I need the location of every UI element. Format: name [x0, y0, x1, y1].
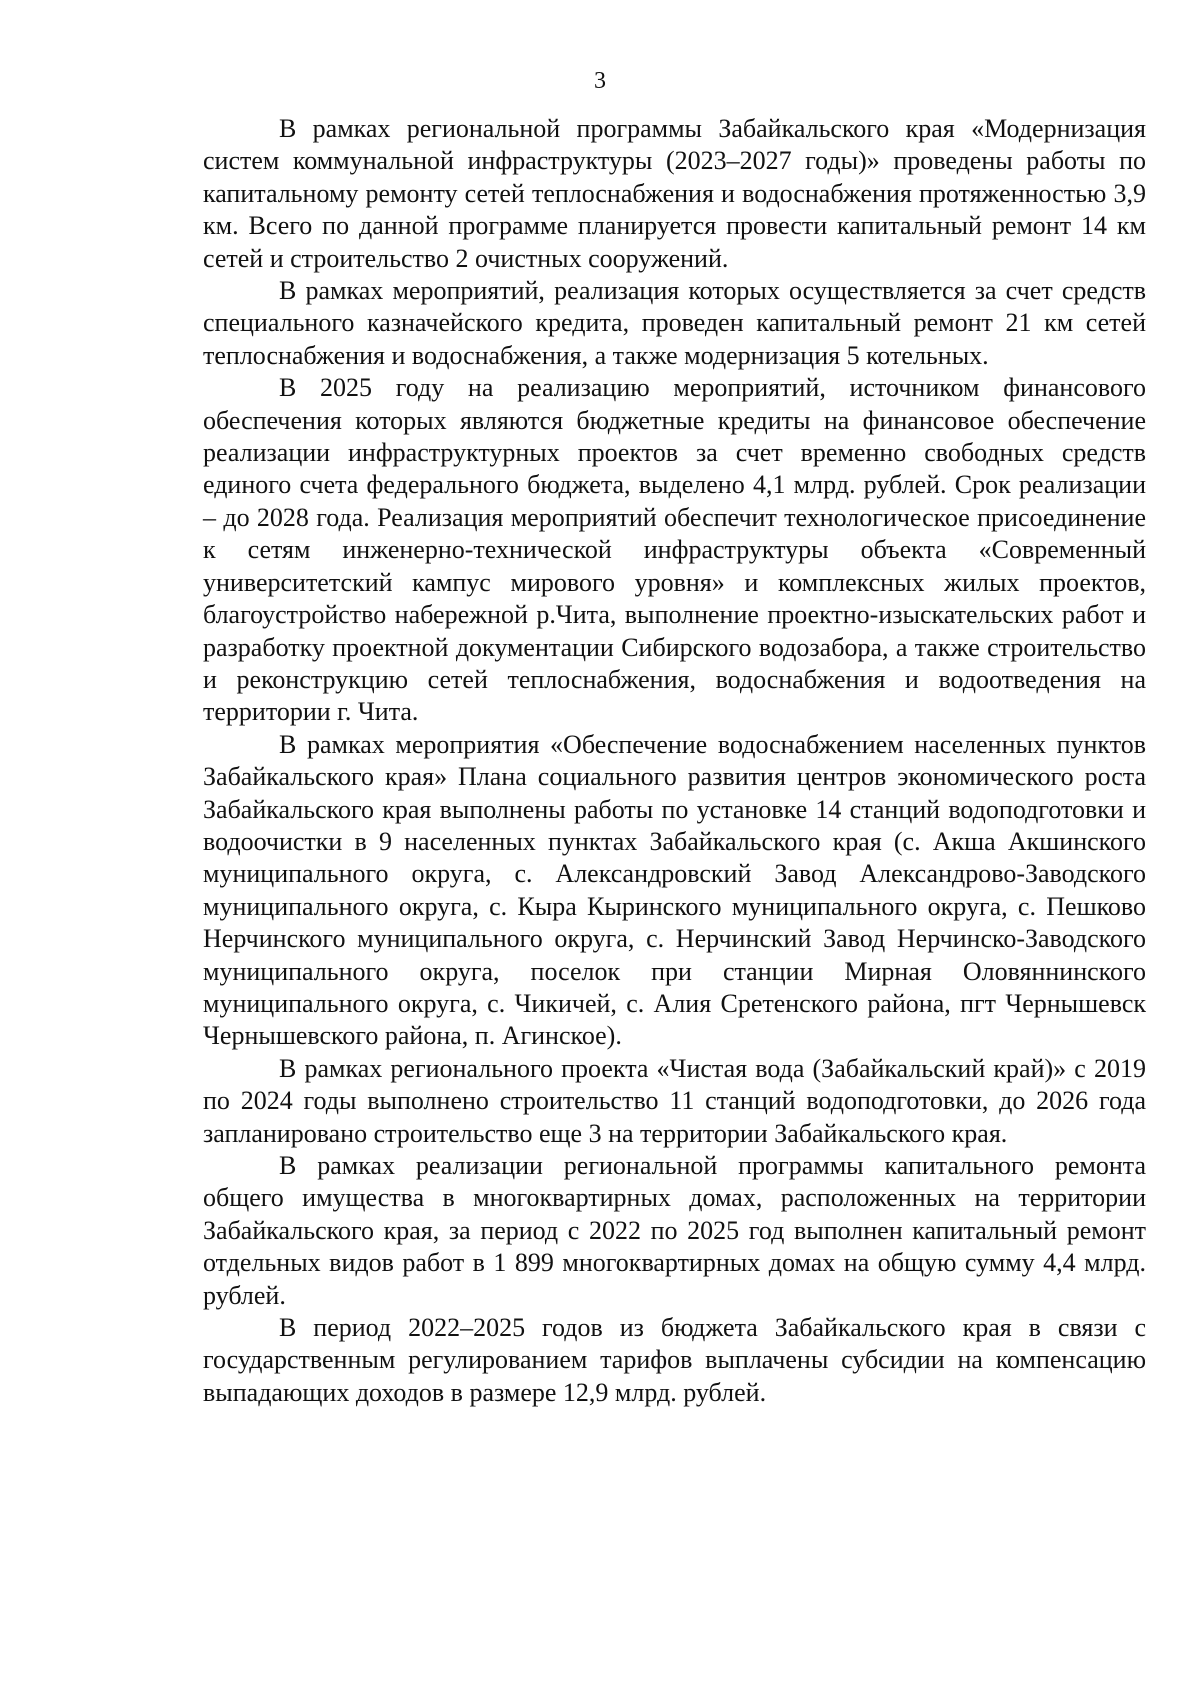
paragraph-clean-water-project: В рамках регионального проекта «Чистая вода (Забайкальский край)» с 2019 по 2024 годы выполнено строительство 11 станций водоподготовки, до 2026 года запланировано строительство еще 3 на территории Забайкальского края. [203, 1053, 1146, 1148]
page-number: 3 [594, 68, 606, 94]
paragraph-treasury-credit: В рамках мероприятий, реализация которых осуществляется за счет средств специального казначейского кредита, проведен капитальный ремонт 21 км сетей теплоснабжения и водоснабжения, а также модернизация 5 котельных. [203, 276, 1146, 370]
paragraph-budget-credits-2025: В 2025 году на реализацию мероприятий, источником финансового обеспечения которых являются бюджетные кредиты на финансовое обеспечение реализации инфраструктурных проектов за счет временно свободных средств единого счета федерального бюджета, выделено 4,1 млрд. рублей. Срок реализации – до 2028 года. Реализация мероприятий обеспечит технологическое присоединение к сетям инженерно-технической инфраструктуры объекта «Современный университетский кампус мирового уровня» и комплексных жилых проектов, благоустройство набережной р.Чита, выполнение проектно-изыскательских работ и разработку проектной документации Сибирского водозабора, а также строительство и реконструкцию сетей теплоснабжения, водоснабжения и водоотведения на территории г. Чита. [203, 373, 1146, 727]
paragraph-modernization-program: В рамках региональной программы Забайкальского края «Модернизация систем коммунальной инфраструктуры (2023–2027 годы)» проведены работы по капитальному ремонту сетей теплоснабжения и водоснабжения протяженностью 3,9 км. Всего по данной программе планируется провести капитальный ремонт 14 км сетей и строительство 2 очистных сооружений. [203, 114, 1146, 273]
paragraph-capital-repair-program: В рамках реализации региональной программы капитального ремонта общего имущества в многоквартирных домах, расположенных на территории Забайкальского края, за период с 2022 по 2025 год выполнен капитальный ремонт отдельных видов работ в 1 899 многоквартирных домах на общую сумму 4,4 млрд. рублей. [203, 1151, 1146, 1310]
paragraph-water-supply-stations: В рамках мероприятия «Обеспечение водоснабжением населенных пунктов Забайкальского края» Плана социального развития центров экономического роста Забайкальского края выполнены работы по установке 14 станций водоподготовки и водоочистки в 9 населенных пунктах Забайкальского края (с. Акша Акшинского муниципального округа, с. Александровский Завод Александрово-Заводского муниципального округа, с. Кыра Кыринского муниципального округа, с. Пешково Нерчинского муниципального округа, с. Нерчинский Завод Нерчинско-Заводского муниципального округа, поселок при станции Мирная Оловяннинского муниципального округа, с. Чикичей, с. Алия Сретенского района, пгт Чернышевск Чернышевского района, п. Агинское). [203, 729, 1146, 1051]
document-body [203, 113, 1146, 1409]
paragraph-tariff-subsidies: В период 2022–2025 годов из бюджета Забайкальского края в связи с государственным регулированием тарифов выплачены субсидии на компенсацию выпадающих доходов в размере 12,9 млрд. рублей. [203, 1313, 1146, 1407]
